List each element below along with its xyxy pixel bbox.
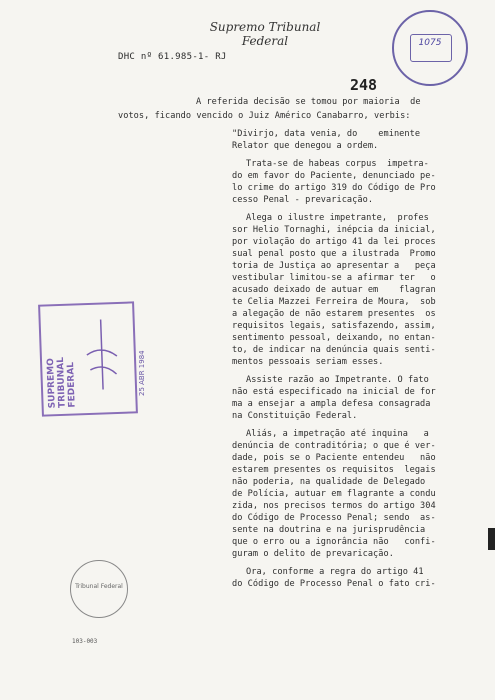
text-line: não poderia, na qualidade de Delegado — [232, 477, 426, 487]
text-line: A referida decisão se tomou por maioria de — [196, 97, 421, 107]
text-line: Alega o ilustre impetrante, profes — [246, 213, 429, 223]
text-line: vestibular limitou-se a afirmar ter o — [232, 273, 436, 283]
text-line: dade, pois se o Paciente entendeu não — [232, 453, 436, 463]
text-line: te Celia Mazzei Ferreira de Moura, sob — [232, 297, 436, 307]
signature-mark — [80, 314, 123, 395]
text-line: do em favor do Paciente, denunciado pe- — [232, 171, 436, 181]
text-line: sor Helio Tornaghi, inépcia da inicial, — [232, 225, 436, 235]
text-line: Relator que denegou a ordem. — [232, 141, 379, 151]
text-line: sentimento pessoal, deixando, no entan- — [232, 333, 436, 343]
text-line: votos, ficando vencido o Juiz Américo Canabarro, verbis: — [118, 111, 411, 121]
text-line: denúncia de contraditória; o que é ver- — [232, 441, 436, 451]
text-line: acusado deixado de autuar em flagran — [232, 285, 436, 295]
case-reference: DHC nº 61.985-1- RJ — [118, 52, 227, 62]
received-stamp — [38, 301, 138, 416]
text-line: Assiste razão ao Impetrante. O fato — [246, 375, 429, 385]
text-line: toria de Justiça ao apresentar a peça — [232, 261, 436, 271]
edge-mark — [488, 528, 495, 550]
text-line: do Código de Processo Penal; sendo as- — [232, 513, 436, 523]
text-line: guram o delito de prevaricação. — [232, 549, 394, 559]
received-stamp-text: SUPREMO TRIBUNAL FEDERAL — [45, 356, 78, 409]
text-line: sente na doutrina e na jurisprudência — [232, 525, 426, 535]
text-line: Trata-se de habeas corpus impetra- — [246, 159, 429, 169]
text-line: lo crime do artigo 319 do Código de Pro — [232, 183, 436, 193]
text-line: estarem presentes os requisitos legais — [232, 465, 436, 475]
text-line: Aliás, a impetração até inquina a — [246, 429, 429, 439]
text-line: mentos pessoais seriam esses. — [232, 357, 384, 367]
round-stamp-bottom — [70, 560, 128, 618]
text-line: de Polícia, autuar em flagrante a condu — [232, 489, 436, 499]
court-header-title: Supremo Tribunal Federal — [209, 20, 321, 48]
footer-code: 103-003 — [72, 638, 98, 645]
text-line: do Código de Processo Penal o fato cri- — [232, 579, 436, 589]
text-line: requisitos legais, satisfazendo, assim, — [232, 321, 436, 331]
date-stamp: 25 ABR 1984 — [138, 350, 146, 396]
page-number: 248 — [350, 76, 378, 94]
text-line: zida, nos precisos termos do artigo 304 — [232, 501, 436, 511]
court-seal-stamp — [392, 10, 468, 86]
text-line: cesso Penal - prevaricação. — [232, 195, 374, 205]
text-line: na Constituição Federal. — [232, 411, 358, 421]
text-line: to, de indicar na denúncia quais senti- — [232, 345, 436, 355]
text-line: que o erro ou a ignorância não confi- — [232, 537, 436, 547]
text-line: Ora, conforme a regra do artigo 41 — [246, 567, 424, 577]
text-line: a alegação de não estarem presentes os — [232, 309, 436, 319]
round-stamp-text: Tribunal Federal — [75, 583, 123, 590]
text-line: sual penal posto que a ilustrada Promo — [232, 249, 436, 259]
seal-number: 1075 — [418, 38, 442, 48]
text-line: por violação do artigo 41 da lei proces — [232, 237, 436, 247]
text-line: não está especificado na inicial de for — [232, 387, 436, 397]
text-line: ma a ensejar a ampla defesa consagrada — [232, 399, 431, 409]
text-line: "Divirjo, data venia, do eminente — [232, 129, 421, 139]
